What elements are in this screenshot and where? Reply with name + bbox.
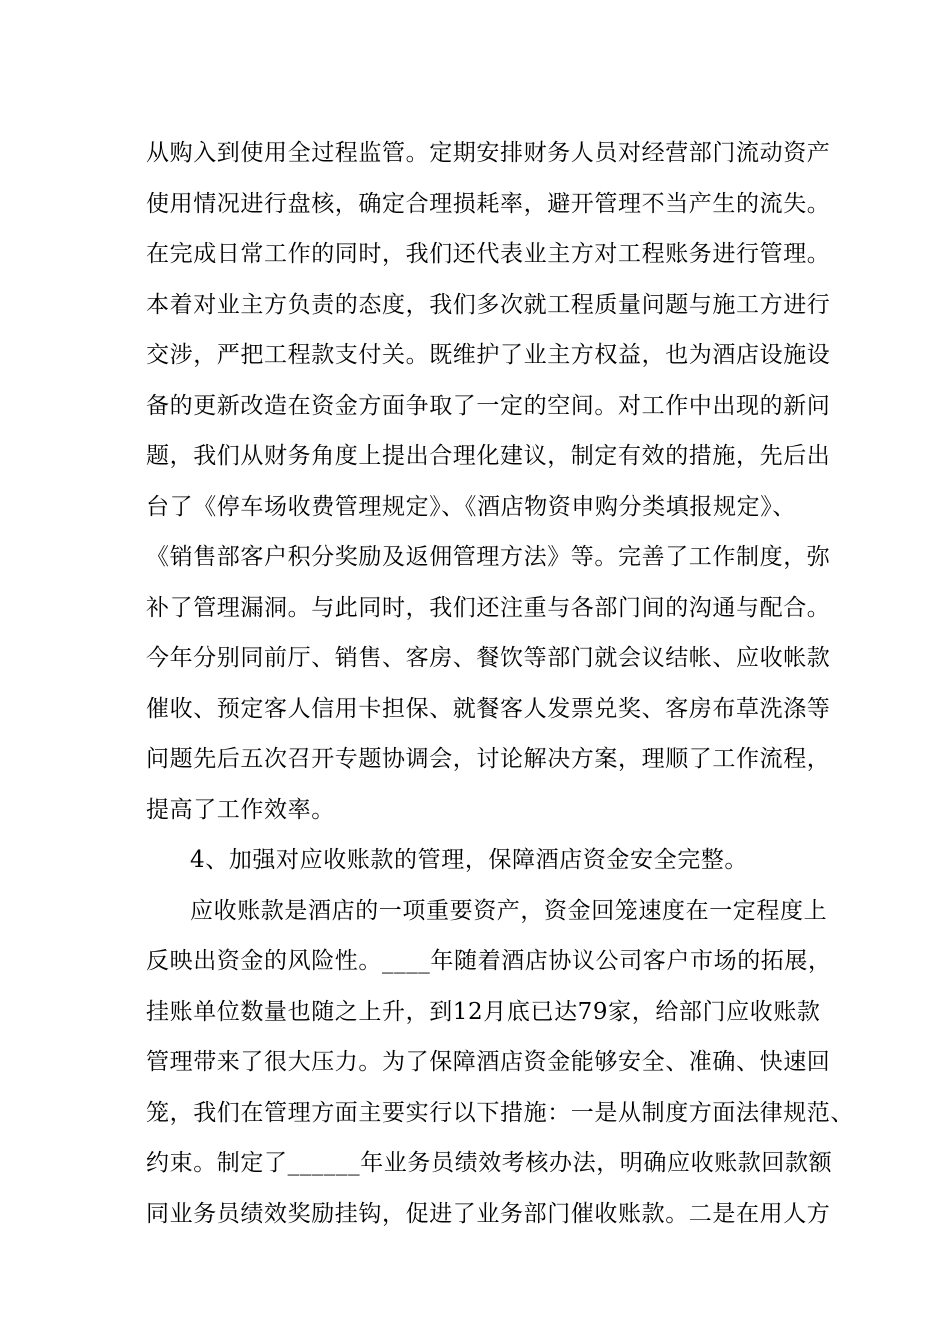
text-line: 反映出资金的风险性。____年随着酒店协议公司客户市场的拓展， — [146, 948, 832, 974]
text-line: 挂账单位数量也随之上升，到12月底已达79家，给部门应收账款 — [146, 998, 821, 1025]
text-line: 题，我们从财务角度上提出合理化建议，制定有效的措施，先后出 — [146, 443, 831, 469]
body-text — [146, 128, 854, 1239]
text-line: 《销售部客户积分奖励及返佣管理方法》等。完善了工作制度，弥 — [146, 544, 831, 570]
text-line: 从购入到使用全过程监管。定期安排财务人员对经营部门流动资产 — [146, 140, 831, 166]
text-line: 应收账款是酒店的一项重要资产，资金回笼速度在一定程度上 — [190, 897, 828, 924]
text-line: 管理带来了很大压力。为了保障酒店资金能够安全、准确、快速回 — [146, 1049, 831, 1075]
text-line: 今年分别同前厅、销售、客房、餐饮等部门就会议结帐、应收帐款 — [146, 645, 831, 671]
text-line: 备的更新改造在资金方面争取了一定的空间。对工作中出现的新问 — [146, 392, 831, 419]
section-heading: 4、加强对应收账款的管理，保障酒店资金安全完整。 — [190, 847, 749, 873]
text-line: 在完成日常工作的同时，我们还代表业主方对工程账务进行管理。 — [146, 241, 831, 267]
text-line: 提高了工作效率。 — [146, 796, 335, 823]
text-line: 约束。制定了______年业务员绩效考核办法，明确应收账款回款额 — [146, 1150, 833, 1176]
text-line: 催收、预定客人信用卡担保、就餐客人发票兑奖、客房布草洗涤等 — [146, 695, 831, 722]
text-line: 笼，我们在管理方面主要实行以下措施：一是从制度方面法律规范、 — [146, 1099, 854, 1126]
text-line: 问题先后五次召开专题协调会，讨论解决方案，理顺了工作流程， — [146, 746, 831, 772]
text-line: 本着对业主方负责的态度，我们多次就工程质量问题与施工方进行 — [146, 291, 831, 318]
text-line: 使用情况进行盘核，确定合理损耗率，避开管理不当产生的流失。 — [146, 190, 831, 217]
text-line: 台了《停车场收费管理规定》、《酒店物资申购分类填报规定》、 — [146, 493, 796, 520]
text-line: 交涉，严把工程款支付关。既维护了业主方权益，也为酒店设施设 — [146, 342, 831, 368]
text-line: 同业务员绩效奖励挂钩，促进了业务部门催收账款。二是在用人方 — [146, 1200, 831, 1227]
text-line: 补了管理漏洞。与此同时，我们还注重与各部门间的沟通与配合。 — [146, 594, 831, 621]
